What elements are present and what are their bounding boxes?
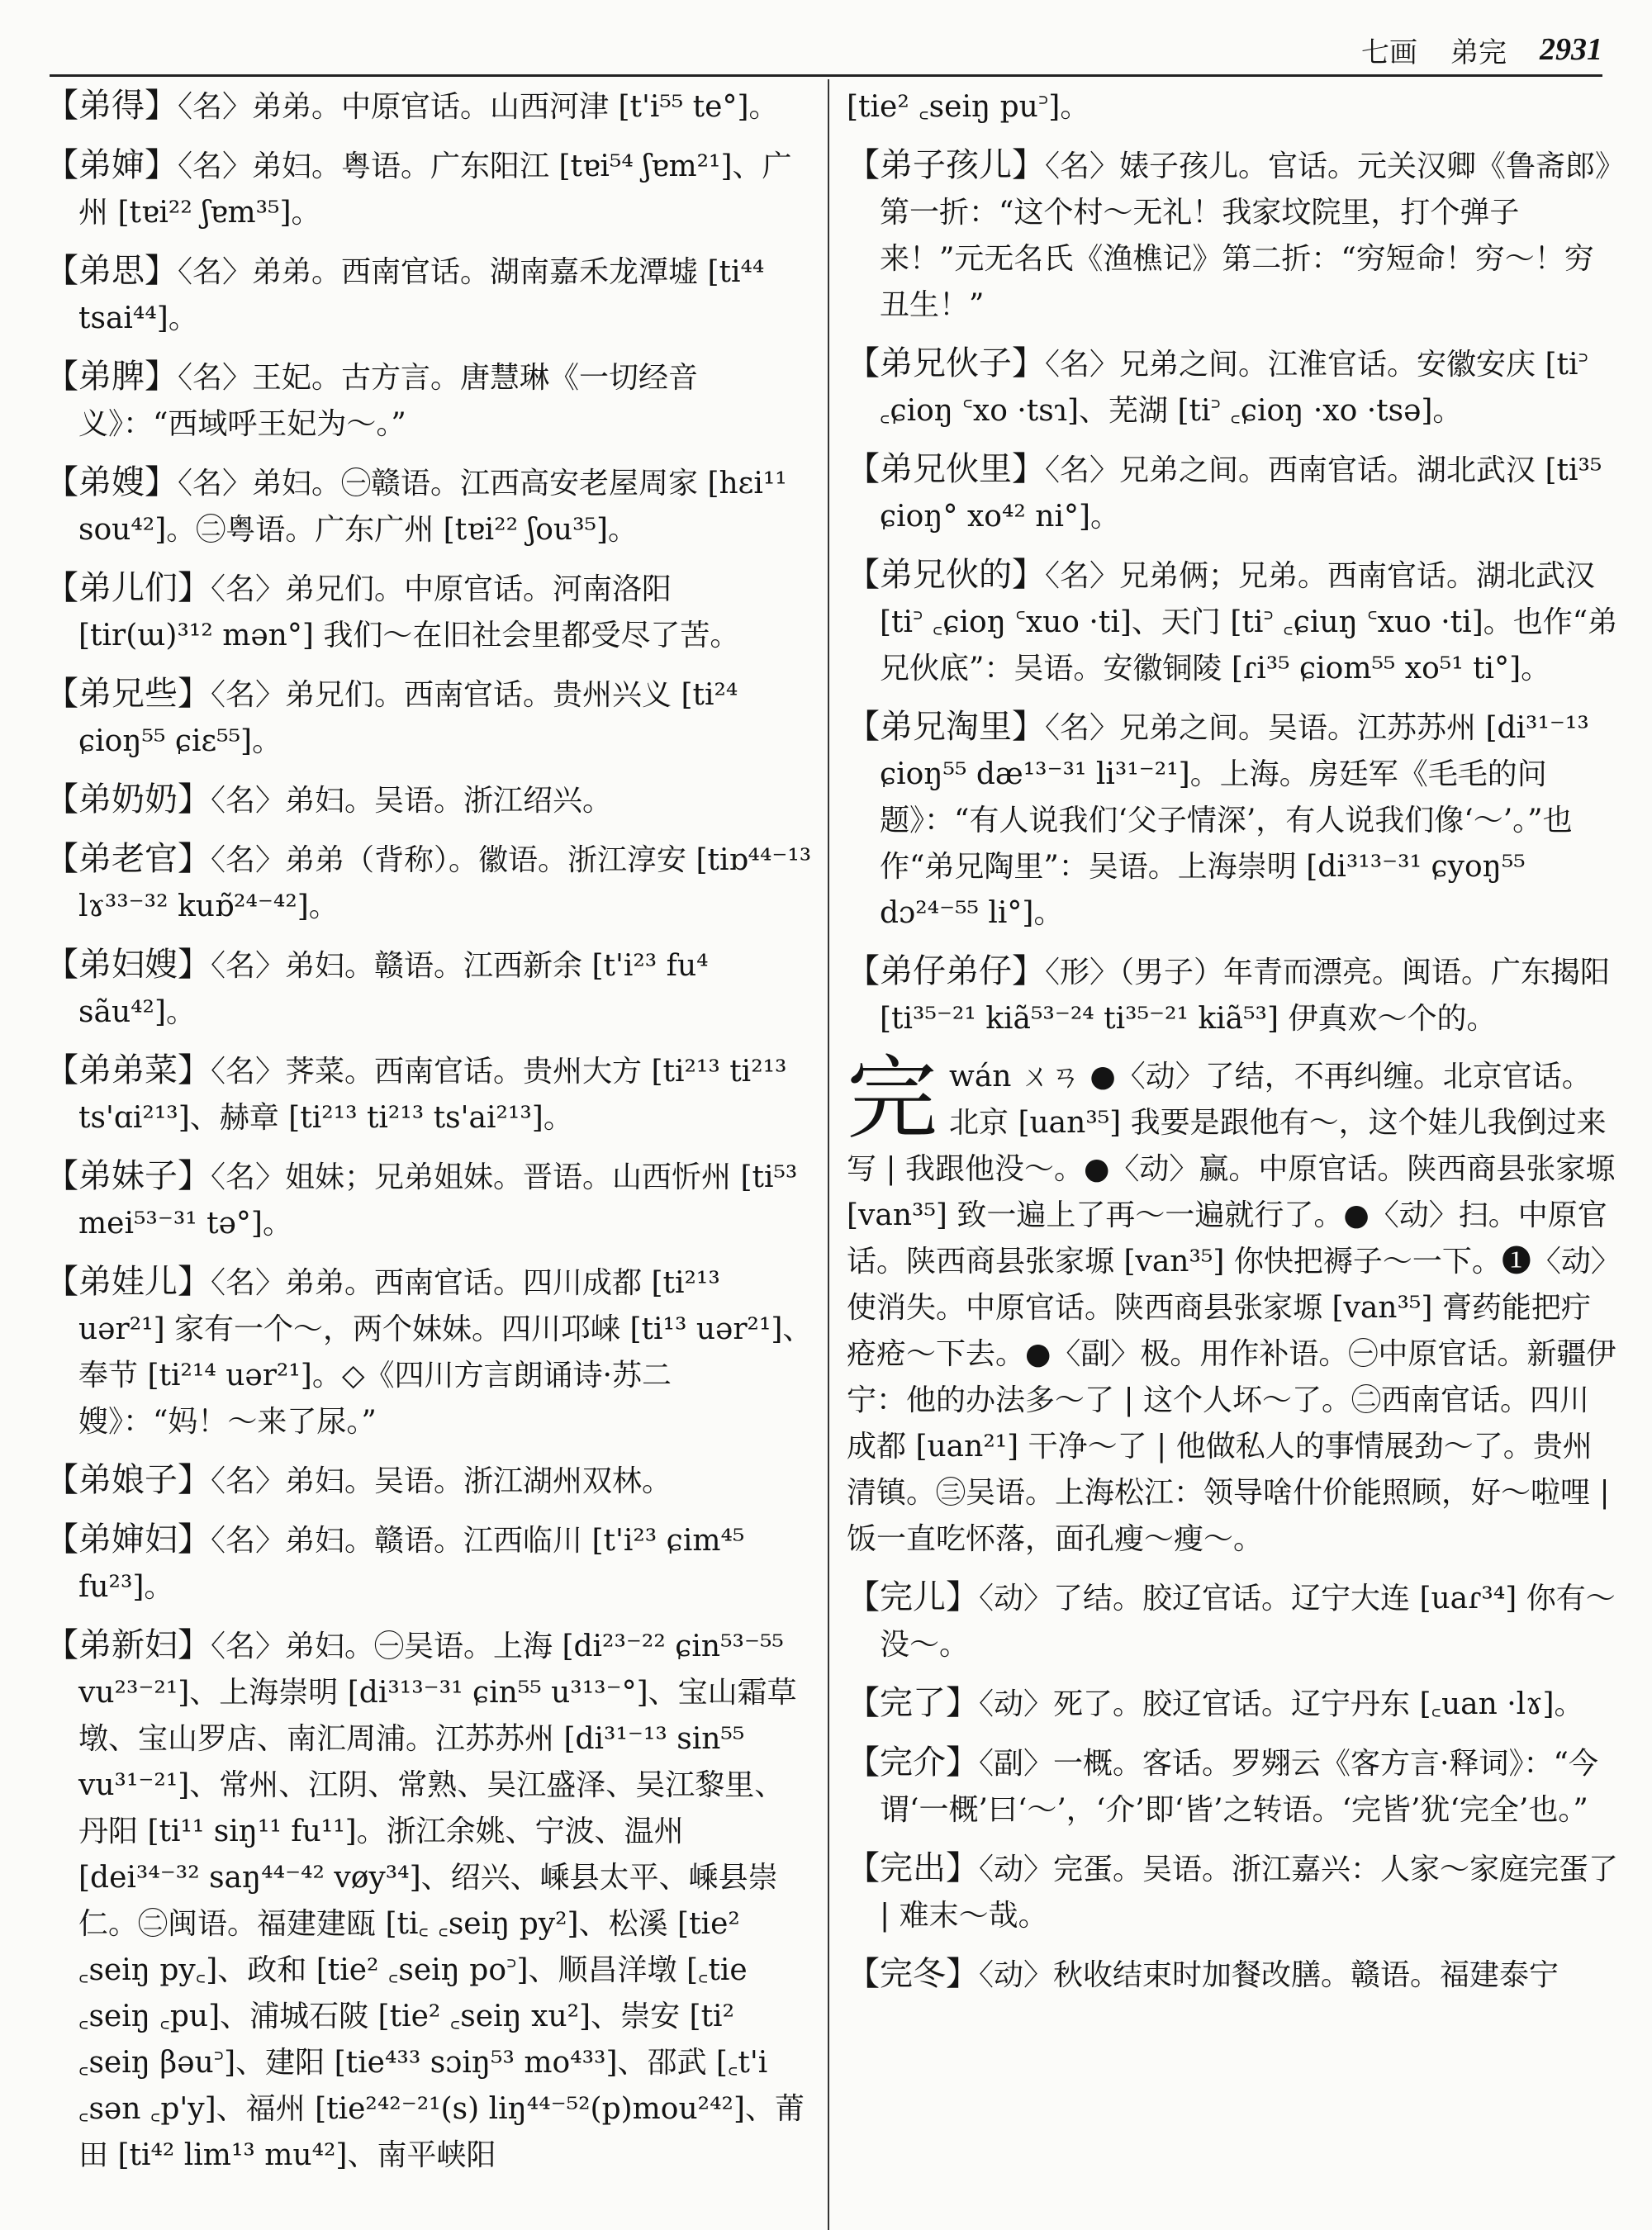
dictionary-entry [45, 142, 814, 236]
dictionary-entry [847, 142, 1619, 329]
headword: 【弟子孩儿】 [847, 146, 1045, 184]
dictionary-entry [45, 248, 814, 342]
left-column [45, 83, 814, 2222]
headword: 【弟兄伙的】 [847, 556, 1045, 594]
dictionary-entry [847, 446, 1619, 540]
entry-text: 〈名〉荠菜。西南官话。贵州大方 [ti²¹³ ti²¹³ ts'ɑi²¹³]、赫章 [ti²¹³ ti²¹³ ts'ai²¹³]。 [78, 1055, 787, 1135]
dictionary-entry [45, 942, 814, 1036]
dictionary-entry [45, 1457, 814, 1505]
headword: 【弟嫂】 [45, 463, 178, 501]
entry-text: 〈名〉兄弟之间。江淮官话。安徽安庆 [ti꜄ ꜀ɕioŋ ꜂xo ·tsɿ]、芜湖 [ti꜄ ꜀ɕioŋ ·xo ·tsə]。 [880, 348, 1588, 428]
entry-text: 〈动〉完蛋。吴语。浙江嘉兴：人家～家庭完蛋了 | 难末～哉。 [880, 1853, 1619, 1933]
column-divider [828, 79, 829, 2230]
dictionary-entry [847, 948, 1619, 1042]
headword: 【弟弟菜】 [45, 1051, 211, 1089]
entry-text: 〈名〉弟兄们。西南官话。贵州兴义 [ti²⁴ ɕioŋ⁵⁵ ɕiɛ⁵⁵]。 [78, 678, 738, 758]
entry-text: 〈名〉弟妇。赣语。江西新余 [t'i²³ fu⁴ sãu⁴²]。 [78, 949, 709, 1029]
headword: 【弟儿们】 [45, 569, 211, 607]
headword: 【弟兄淘里】 [847, 708, 1045, 746]
dictionary-entry [45, 565, 814, 659]
stroke-count-label: 七画 [1361, 36, 1417, 69]
entry-text: 〈名〉弟妇。赣语。江西临川 [t'i²³ ɕim⁴⁵ fu²³]。 [78, 1524, 745, 1604]
entry-text: 〈名〉弟弟。西南官话。湖南嘉禾龙潭墟 [ti⁴⁴ tsai⁴⁴]。 [78, 255, 765, 335]
section-label: 弟完 [1450, 36, 1507, 69]
headword: 【弟得】 [45, 87, 178, 125]
dictionary-entry [45, 353, 814, 448]
dictionary-entry [847, 1845, 1619, 1939]
headword: 【完儿】 [847, 1578, 979, 1616]
dictionary-entry [45, 776, 814, 824]
entry-text: 〈名〉弟妇。㊀赣语。江西高安老屋周家 [hɛi¹¹ sou⁴²]。㊁粤语。广东广州 [tɐi²² ʃou³⁵]。 [78, 467, 787, 547]
headword: 【完出】 [847, 1849, 979, 1887]
entry-text: 〈名〉弟妇。吴语。浙江湖州双林。 [211, 1464, 672, 1498]
headword: 【弟仔弟仔】 [847, 952, 1045, 990]
dictionary-entry [847, 83, 1619, 130]
headword: 【弟兄伙子】 [847, 344, 1045, 382]
right-column [847, 83, 1619, 2222]
headword: 【弟娘子】 [45, 1461, 211, 1499]
headword: 【弟老官】 [45, 840, 211, 878]
entry-text: 〈动〉了结。胶辽官话。辽宁大连 [uaɾ³⁴] 你有～没～。 [880, 1582, 1616, 1662]
headword: 【弟妹子】 [45, 1157, 211, 1195]
dictionary-entry [45, 1259, 814, 1445]
entry-text: 〈副〉一概。客话。罗翙云《客方言·释词》：“今谓‘一概’曰‘～’，‘介’即‘皆’之转语。‘完皆’犹‘完全’也。” [880, 1747, 1598, 1827]
headword: 【弟奶奶】 [45, 780, 211, 818]
headword: 【弟兄些】 [45, 675, 211, 713]
entry-text: 〈名〉弟兄们。中原官话。河南洛阳 [tir(ɯ)³¹² mən°] 我们～在旧社会里都受尽了苦。 [78, 572, 740, 652]
dictionary-entry [847, 1739, 1619, 1834]
headword: 【完了】 [847, 1684, 979, 1722]
entry-text: [tie² ꜀seiŋ pu꜄]。 [847, 90, 1090, 124]
entry-text: 〈名〉弟弟。西南官话。四川成都 [ti²¹³ uər²¹] 家有一个～，两个妹妹。四川邛崃 [ti¹³ uər²¹]、奉节 [ti²¹⁴ uər²¹]。◇《四川方言朗诵诗·苏二嫂》：“妈！～来了尿。” [78, 1266, 813, 1439]
dictionary-entry [45, 459, 814, 553]
entry-text: 〈名〉兄弟之间。吴语。江苏苏州 [di³¹⁻¹³ ɕioŋ⁵⁵ dæ¹³⁻³¹ li³¹⁻²¹]。上海。房廷军《毛毛的问题》：“有人说我们‘父子情深’，有人说我们像‘～’。”也作“弟兄陶里”：吴语。上海崇明 [di³¹³⁻³¹ ɕyoŋ⁵⁵ dɔ²⁴⁻⁵⁵ li°]。 [880, 711, 1589, 930]
entry-text: 〈名〉弟妇。㊀吴语。上海 [di²³⁻²² ɕin⁵³⁻⁵⁵ vu²³⁻²¹]、上海崇明 [di³¹³⁻³¹ ɕin⁵⁵ u³¹³⁻°]、宝山霜草墩、宝山罗店、南汇周浦。江苏苏州 [di³¹⁻¹³ sin⁵⁵ vu³¹⁻²¹]、常州、江阴、常熟、吴江盛泽、吴江黎里、丹阳 [ti¹¹ siŋ¹¹ fu¹¹]。浙江余姚、宁波、温州 [dei³⁴⁻³² saŋ⁴⁴⁻⁴² vøy³⁴]、绍兴、嵊县太平、嵊县崇仁。㊁闽语。福建建瓯 [ti꜀ ꜀seiŋ py²]、松溪 [tie² ꜀seiŋ py꜀]、政和 [tie² ꜀seiŋ po꜄]、顺昌洋墩 [꜀tie ꜀seiŋ ꜀pu]、浦城石陂 [tie² ꜀seiŋ xu²]、崇安 [ti² ꜀seiŋ βəu꜄]、建阳 [tie⁴³³ sɔiŋ⁵³ mo⁴³³]、邵武 [꜀t'i ꜀sən ꜀p'y]、福州 [tie²⁴²⁻²¹(s) liŋ⁴⁴⁻⁵²(p)mou²⁴²]、莆田 [ti⁴² lim¹³ mu⁴²]、南平峡阳 [78, 1630, 805, 2172]
headword: 【弟婶】 [45, 146, 178, 184]
dictionary-entry [45, 836, 814, 930]
dictionary-entry [847, 1680, 1619, 1728]
headword: 【弟新妇】 [45, 1626, 211, 1664]
headword: 【弟兄伙里】 [847, 450, 1045, 488]
entry-text: 〈名〉兄弟俩；兄弟。西南官话。湖北武汉 [ti꜄ ꜀ɕioŋ ꜂xuo ·ti]、天门 [ti꜄ ꜀ɕiuŋ ꜂xuo ·ti]。也作“弟兄伙底”：吴语。安徽铜陵 [ɾi³⁵ ɕiom⁵⁵ xo⁵¹ ti°]。 [880, 559, 1618, 686]
dictionary-entry [45, 671, 814, 765]
dictionary-entry [847, 552, 1619, 692]
headword: 【弟脾】 [45, 358, 178, 396]
entry-text: 〈名〉婊子孩儿。官话。元关汉卿《鲁斋郎》第一折：“这个村～无礼！我家坟院里，打个弹子来！”元无名氏《渔樵记》第二折：“穷短命！穷～！穷丑生！” [880, 149, 1611, 322]
dictionary-entry [45, 1047, 814, 1141]
dictionary-entry [45, 1516, 814, 1611]
headword: 【弟妇嫂】 [45, 946, 211, 984]
entry-text: 〈动〉秋收结束时加餐改膳。赣语。福建泰宁 [979, 1958, 1559, 1992]
entry-text: 〈名〉弟弟（背称）。徽语。浙江淳安 [tiɒ⁴⁴⁻¹³ lɤ³³⁻³² kuɒ̃²⁴⁻⁴²]。 [78, 843, 812, 923]
dictionary-entry [45, 1622, 814, 2179]
dictionary-entry [847, 1574, 1619, 1668]
dictionary-entry [45, 83, 814, 130]
entry-text: 〈名〉兄弟之间。西南官话。湖北武汉 [ti³⁵ ɕioŋ° xo⁴² ni°]。 [880, 453, 1602, 534]
entry-text: 〈名〉王妃。古方言。唐慧琳《一切经音义》：“西域呼王妃为～。” [78, 361, 699, 441]
entry-text: 〈名〉姐妹；兄弟姐妹。晋语。山西忻州 [ti⁵³ mei⁵³⁻³¹ tə°]。 [78, 1160, 798, 1241]
headword: 【弟思】 [45, 252, 178, 290]
entry-text: 〈名〉弟妇。吴语。浙江绍兴。 [211, 784, 613, 818]
headword: 【弟娃儿】 [45, 1263, 211, 1301]
headword: 【完冬】 [847, 1955, 979, 1993]
dictionary-entry [847, 340, 1619, 434]
entry-text: 〈名〉弟妇。粤语。广东阳江 [tɐi⁵⁴ ʃɐm²¹]、广州 [tɐi²² ʃɐm³⁵]。 [78, 149, 792, 230]
entry-text: 〈动〉死了。胶辽官话。辽宁丹东 [꜀uan ·lɤ]。 [979, 1687, 1584, 1721]
character-definition: wán ㄨㄢ ●〈动〉了结，不再纠缠。北京官话。北京 [uan³⁵] 我要是跟他有～，这个娃儿我倒过来写 | 我跟他没～。●〈动〉赢。中原官话。陕西商县张家塬 [van³⁵] 致一遍上了再～一遍就行了。●〈动〉扫。中原官话。陕西商县张家塬 [van³⁵] 你快把褥子～一下。❶〈动〉使消失。中原官话。陕西商县张家塬 [van³⁵] 膏药能把疔疮疮～下去。●〈副〉极。用作补语。㊀中原官话。新疆伊宁：他的办法多～了 | 这个人坏～了。㊁西南官话。四川成都 [uan²¹] 干净～了 | 他做私人的事情展劲～了。贵州清镇。㊂吴语。上海松江：领导啥什价能照顾，好～啦哩 | 饭一直吃怀落，面孔瘦～瘦～。 [847, 1060, 1616, 1556]
headword: 【弟婶妇】 [45, 1521, 211, 1559]
dictionary-entry [45, 1153, 814, 1247]
dictionary-entry [847, 1951, 1619, 1999]
entry-text: 〈形〉（男子）年青而漂亮。闽语。广东揭阳 [ti³⁵⁻²¹ kiã⁵³⁻²⁴ ti³⁵⁻²¹ kiã⁵³] 伊真欢～个的。 [880, 956, 1611, 1036]
character-entry-wan [847, 1046, 1619, 1563]
headword: 【完介】 [847, 1744, 979, 1782]
page-number: 2931 [1540, 32, 1602, 67]
dictionary-entry [847, 704, 1619, 937]
entry-text: 〈名〉弟弟。中原官话。山西河津 [t'i⁵⁵ te°]。 [178, 90, 779, 124]
main-character: 完 [847, 1046, 938, 1151]
page-header [50, 25, 1602, 77]
